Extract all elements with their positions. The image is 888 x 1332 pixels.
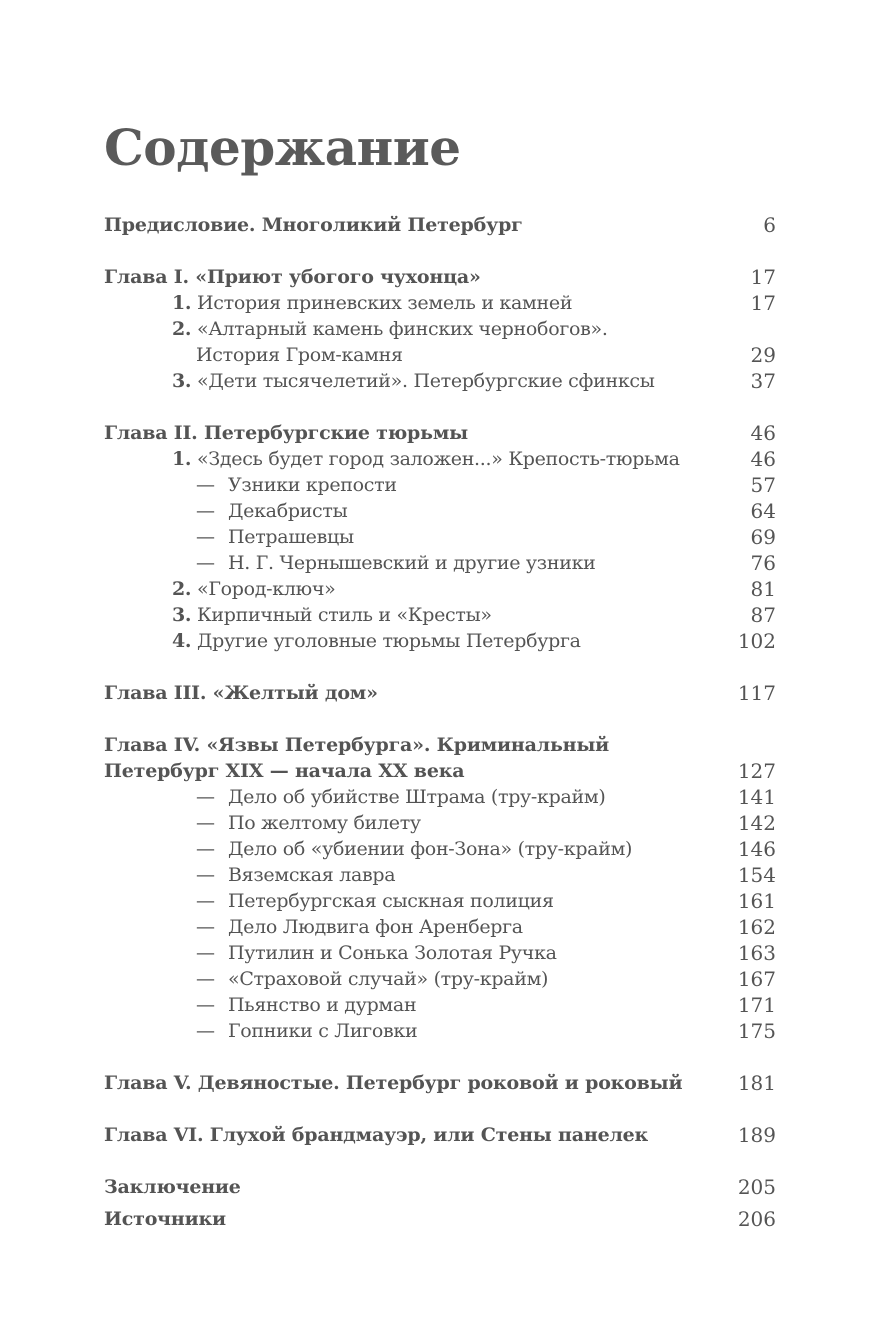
dash-mark: —: [196, 916, 215, 938]
toc-entry-label: «Страховой случай» (тру-крайм): [228, 968, 549, 990]
toc-entry-label: Дело Людвига фон Аренберга: [228, 916, 523, 938]
toc-entry-label: Кирпичный стиль и «Кресты»: [197, 604, 492, 626]
dash-mark: —: [196, 812, 215, 834]
toc-entry-label: Глава VI. Глухой брандмауэр, или Стены панелек: [104, 1124, 649, 1146]
toc-entry-label: Дело об «убиении фон-Зона» (тру-крайм): [228, 838, 633, 860]
toc-page-number: 117: [737, 681, 776, 705]
dash-mark: —: [196, 500, 215, 522]
toc-page-number: 161: [737, 889, 776, 913]
toc-entry-section-continued[interactable]: [104, 342, 776, 368]
dash-mark: —: [196, 526, 215, 548]
toc-entry-subsection[interactable]: [104, 472, 776, 498]
toc-page-number: 46: [750, 447, 776, 471]
toc-entry-subsection[interactable]: [104, 862, 776, 888]
section-number: 3.: [172, 370, 192, 392]
toc-page-number: 146: [737, 837, 776, 861]
toc-entry-label: «Город-ключ»: [197, 578, 336, 600]
dash-mark: —: [196, 552, 215, 574]
toc-entry-label: Глава II. Петербургские тюрьмы: [104, 422, 468, 444]
toc-page-number: 102: [737, 629, 776, 653]
toc-page-number: 167: [737, 967, 776, 991]
section-number: 2.: [172, 318, 192, 340]
toc-entry-label: «Здесь будет город заложен...» Крепость-тюрьма: [197, 448, 680, 470]
toc-entry-label: История Гром-камня: [196, 344, 403, 366]
toc-entry-label: Заключение: [104, 1176, 241, 1198]
toc-entry-section[interactable]: [104, 290, 776, 316]
dash-mark: —: [196, 890, 215, 912]
toc-page-number: 171: [737, 993, 776, 1017]
toc-page-number: 175: [737, 1019, 776, 1043]
dash-mark: —: [196, 968, 215, 990]
toc-page-number: 17: [750, 291, 776, 315]
toc-entry-label: Петербург XIX — начала XX века: [104, 760, 465, 782]
dash-mark: —: [196, 474, 215, 496]
toc-entry-subsection[interactable]: [104, 524, 776, 550]
toc-page-number: 87: [750, 603, 776, 627]
toc-page-number: 189: [737, 1123, 776, 1147]
toc-page-number: 46: [750, 421, 776, 445]
toc-page-number: 6: [763, 213, 776, 237]
toc-entry-label: «Дети тысячелетий». Петербургские сфинксы: [197, 370, 655, 392]
section-number: 4.: [172, 630, 192, 652]
toc-entry-subsection[interactable]: [104, 914, 776, 940]
dash-mark: —: [196, 942, 215, 964]
section-number: 1.: [172, 292, 192, 314]
toc-entry-label: Другие уголовные тюрьмы Петербурга: [197, 630, 581, 652]
toc-page-number: 181: [737, 1071, 776, 1095]
dash-mark: —: [196, 994, 215, 1016]
toc-entry-label: Н. Г. Чернышевский и другие узники: [228, 552, 596, 574]
toc-entry-preface[interactable]: [104, 212, 776, 238]
toc-page-number: 141: [737, 785, 776, 809]
toc-entry-label: Пьянство и дурман: [228, 994, 417, 1016]
toc-page-number: 205: [737, 1175, 776, 1199]
toc-entry-section[interactable]: [104, 446, 776, 472]
dash-mark: —: [196, 864, 215, 886]
toc-page-number: 76: [750, 551, 776, 575]
toc-entry-label: Глава V. Девяностые. Петербург роковой и роковый: [104, 1072, 683, 1094]
toc-page-number: 162: [737, 915, 776, 939]
toc-entry-label: Дело об убийстве Штрама (тру-крайм): [228, 786, 606, 808]
section-number: 3.: [172, 604, 192, 626]
toc-page-number: 69: [750, 525, 776, 549]
toc-entry-chapter-6[interactable]: [104, 1122, 776, 1148]
toc-entry-subsection[interactable]: [104, 966, 776, 992]
toc-entry-section[interactable]: [104, 368, 776, 394]
toc-entry-label: Гопники с Лиговки: [228, 1020, 418, 1042]
toc-entry-label: Источники: [104, 1208, 226, 1230]
toc-entry-label: Вяземская лавра: [228, 864, 396, 886]
section-number: 1.: [172, 448, 192, 470]
toc-page-number: 154: [737, 863, 776, 887]
toc-entry-label: Предисловие. Многоликий Петербург: [104, 214, 523, 236]
toc-page-number: 127: [737, 759, 776, 783]
toc-entry-section[interactable]: [104, 316, 776, 342]
toc-entry-label: История приневских земель и камней: [197, 292, 573, 314]
toc-entry-subsection[interactable]: [104, 888, 776, 914]
toc-page-number: 64: [750, 499, 776, 523]
toc-entry-label: По желтому билету: [228, 812, 421, 834]
toc-entry-label: Глава III. «Желтый дом»: [104, 682, 378, 704]
toc-entry-subsection[interactable]: [104, 940, 776, 966]
toc-entry-label: Петрашевцы: [228, 526, 354, 548]
toc-entry-chapter-1[interactable]: [104, 264, 776, 290]
toc-entry-chapter-3[interactable]: [104, 680, 776, 706]
table-of-contents: [104, 212, 776, 1232]
toc-entry-chapter-5[interactable]: [104, 1070, 776, 1096]
toc-entry-subsection[interactable]: [104, 550, 776, 576]
toc-entry-label: Путилин и Сонька Золотая Ручка: [228, 942, 557, 964]
toc-entry-section[interactable]: [104, 628, 776, 654]
toc-entry-label: Петербургская сыскная полиция: [228, 890, 554, 912]
toc-page-number: 81: [750, 577, 776, 601]
toc-page-number: 57: [750, 473, 776, 497]
toc-page-number: 17: [750, 265, 776, 289]
dash-mark: —: [196, 786, 215, 808]
toc-entry-label: Глава I. «Приют убогого чухонца»: [104, 266, 481, 288]
toc-page-number: 37: [750, 369, 776, 393]
dash-mark: —: [196, 838, 215, 860]
toc-entry-section[interactable]: [104, 602, 776, 628]
toc-entry-chapter-4[interactable]: [104, 732, 776, 758]
toc-entry-label: Узники крепости: [228, 474, 397, 496]
toc-entry-label: Декабристы: [228, 500, 348, 522]
dash-mark: —: [196, 1020, 215, 1042]
toc-entry-subsection[interactable]: [104, 1018, 776, 1044]
toc-entry-subsection[interactable]: [104, 810, 776, 836]
toc-page-number: 163: [737, 941, 776, 965]
toc-entry-label: Глава IV. «Язвы Петербурга». Криминальный: [104, 734, 610, 756]
toc-entry-subsection[interactable]: [104, 498, 776, 524]
toc-entry-sources[interactable]: [104, 1206, 776, 1232]
toc-entry-subsection[interactable]: [104, 836, 776, 862]
toc-page-number: 206: [737, 1207, 776, 1231]
page-title: Содержание: [104, 118, 461, 177]
toc-entry-subsection[interactable]: [104, 784, 776, 810]
toc-entry-subsection[interactable]: [104, 992, 776, 1018]
toc-entry-chapter-4-continued[interactable]: [104, 758, 776, 784]
section-number: 2.: [172, 578, 192, 600]
toc-entry-chapter-2[interactable]: [104, 420, 776, 446]
toc-entry-conclusion[interactable]: [104, 1174, 776, 1200]
toc-page-number: 29: [750, 343, 776, 367]
toc-entry-label: «Алтарный камень финских чернобогов».: [197, 318, 608, 340]
toc-entry-section[interactable]: [104, 576, 776, 602]
toc-page-number: 142: [737, 811, 776, 835]
